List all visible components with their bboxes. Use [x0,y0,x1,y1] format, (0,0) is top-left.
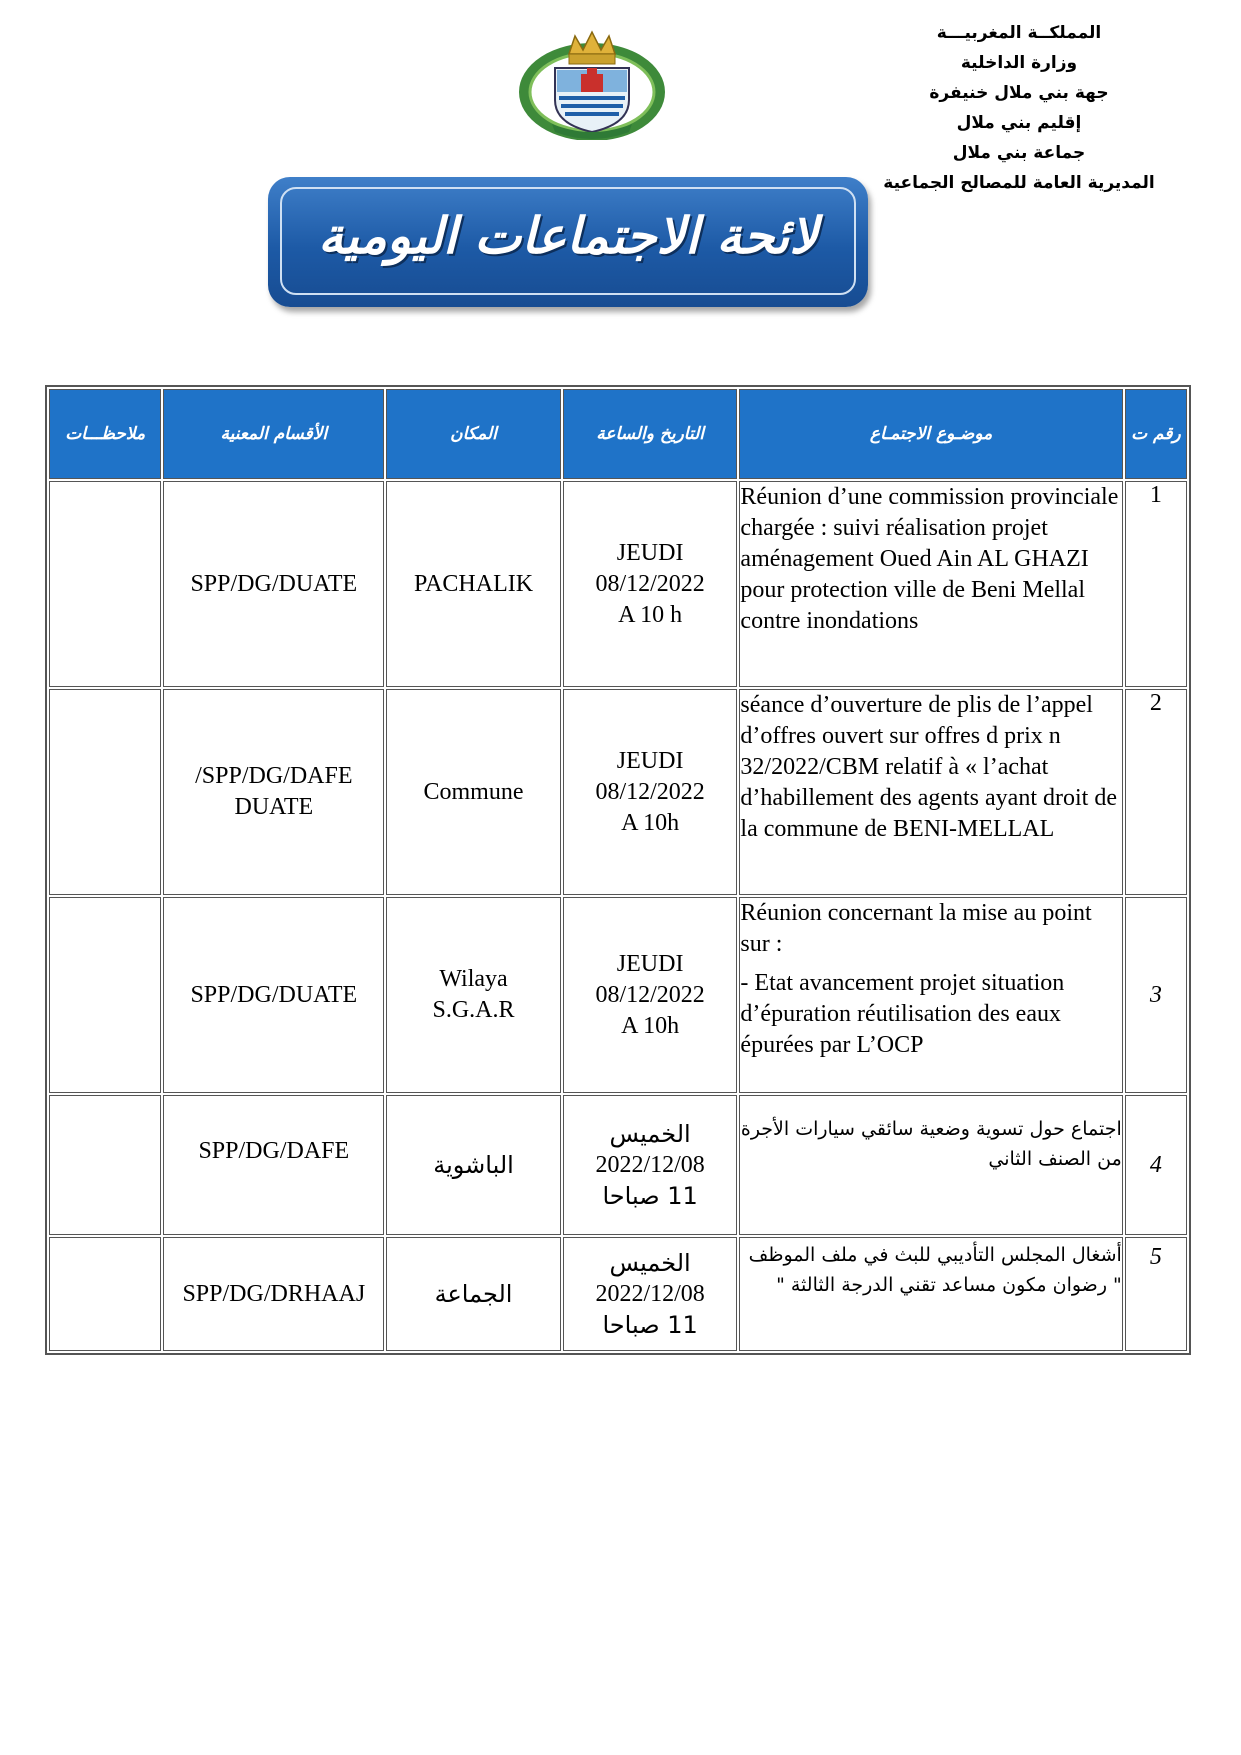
date-day: الخميس [609,1248,691,1277]
date-day: JEUDI [616,539,684,566]
row-place [386,481,561,687]
date-value: 08/12/2022 [595,570,705,597]
date-time: A 10 h [618,601,683,628]
row-divisions [163,481,384,687]
date-time: A 10h [621,1012,680,1039]
letterhead-line: المديرية العامة للمصالح الجماعية [883,173,1155,193]
row-number-text: 3 [1149,981,1162,1008]
place-text: الجماعة [434,1279,513,1308]
row-notes [49,481,161,687]
header-place: المكان [386,389,561,479]
subject-text: Réunion d’une commission provinciale chargée : suivi réalisation projet aménagement Oued Ain AL GHAZI pour protection ville de Beni Mellal contre inondations [740,484,1119,634]
header-divisions: الأقسام المعنية [163,389,384,479]
row-place [386,689,561,895]
date-day: الخميس [609,1119,691,1148]
row-number [1125,1237,1187,1351]
row-subject [739,897,1122,1093]
row-divisions [163,1095,384,1235]
date-value: 08/12/2022 [595,778,705,805]
date-time: 11 صباحا [602,1181,698,1210]
row-divisions [163,897,384,1093]
date-value: 08/12/2022 [595,981,705,1008]
letterhead-line: وزارة الداخلية [960,53,1078,73]
header-number: رقم ت [1125,389,1187,479]
row-notes [49,1237,161,1351]
subject-text: séance d’ouverture de plis de l’appel d’offres ouvert sur offres d prix n 32/2022/CBM relatif à « l’achat d’habillement des agents ayant droit de la commune de BENI-MELLAL [740,692,1117,842]
date-day: JEUDI [616,950,684,977]
subject-text: أشغال المجلس التأديبي للبث في ملف الموظف " رضوان مكون مساعد تقني الدرجة الثالثة " [748,1244,1122,1296]
row-notes [49,1095,161,1235]
place-text: S.G.A.R [432,997,515,1023]
municipal-crest-icon [517,28,667,140]
row-divisions [163,689,384,895]
row-place [386,897,561,1093]
divisions-text: DUATE [234,794,314,820]
row-subject [739,481,1122,687]
letterhead-line: جماعة بني ملال [952,143,1086,163]
row-number [1125,1095,1187,1235]
title-banner [268,177,868,307]
row-number: 2 [1125,689,1187,895]
row-datetime [563,481,738,687]
header-subject: موضـوع الاجتمـاع [739,389,1122,479]
row-datetime [563,897,738,1093]
date-time: A 10h [621,809,680,836]
row-notes [49,897,161,1093]
meetings-table [45,385,1191,1355]
row-datetime [563,1237,738,1351]
header-datetime: التاريخ والساعة [563,389,738,479]
place-text: PACHALIK [413,570,534,597]
row-datetime [563,1095,738,1235]
row-place [386,1095,561,1235]
row-subject [739,1237,1122,1351]
subject-text: - Etat avancement projet situation d’épuration réutilisation des eaux épurées par L’OCP [740,970,1065,1058]
row-number: 1 [1125,481,1187,687]
table-header-row [49,389,1187,479]
letterhead-line: جهة بني ملال خنيفرة [929,83,1109,103]
row-number-text: 4 [1149,1151,1162,1178]
date-time: 11 صباحا [602,1310,698,1339]
letterhead-line: المملكــة المغربيـــة [936,23,1102,43]
date-day: JEUDI [616,747,684,774]
date-value: 2022/12/08 [595,1151,705,1178]
divisions-text: SPP/DG/DRHAAJ [182,1280,366,1307]
row-divisions [163,1237,384,1351]
row-place [386,1237,561,1351]
place-text: الباشوية [433,1150,514,1179]
row-subject [739,689,1122,895]
page-title: لائحة الاجتماعات اليومية [318,207,818,265]
row-datetime [563,689,738,895]
date-value: 2022/12/08 [595,1280,705,1307]
table-row [49,1237,1187,1351]
place-text: Commune [423,778,524,805]
row-number [1125,897,1187,1093]
divisions-text: SPP/DG/DAFE [198,1138,350,1164]
divisions-text: SPP/DG/DUATE [190,981,358,1008]
table-row [49,897,1187,1093]
place-text: Wilaya [439,966,508,992]
table-row [49,481,1187,687]
header-notes: ملاحظـــات [49,389,161,479]
letterhead-line: إقليم بني ملال [956,113,1082,133]
divisions-text: SPP/DG/DAFE/ [195,763,353,789]
row-number-text: 5 [1149,1244,1162,1270]
letterhead [839,18,1199,198]
subject-text: Réunion concernant la mise au point sur : [740,900,1092,957]
table-row [49,1095,1187,1235]
row-subject [739,1095,1122,1235]
divisions-text: SPP/DG/DUATE [190,570,358,597]
table-row [49,689,1187,895]
subject-text: اجتماع حول تسوية وضعية سائقي سيارات الأجرة من الصنف الثاني [740,1118,1122,1170]
row-notes [49,689,161,895]
